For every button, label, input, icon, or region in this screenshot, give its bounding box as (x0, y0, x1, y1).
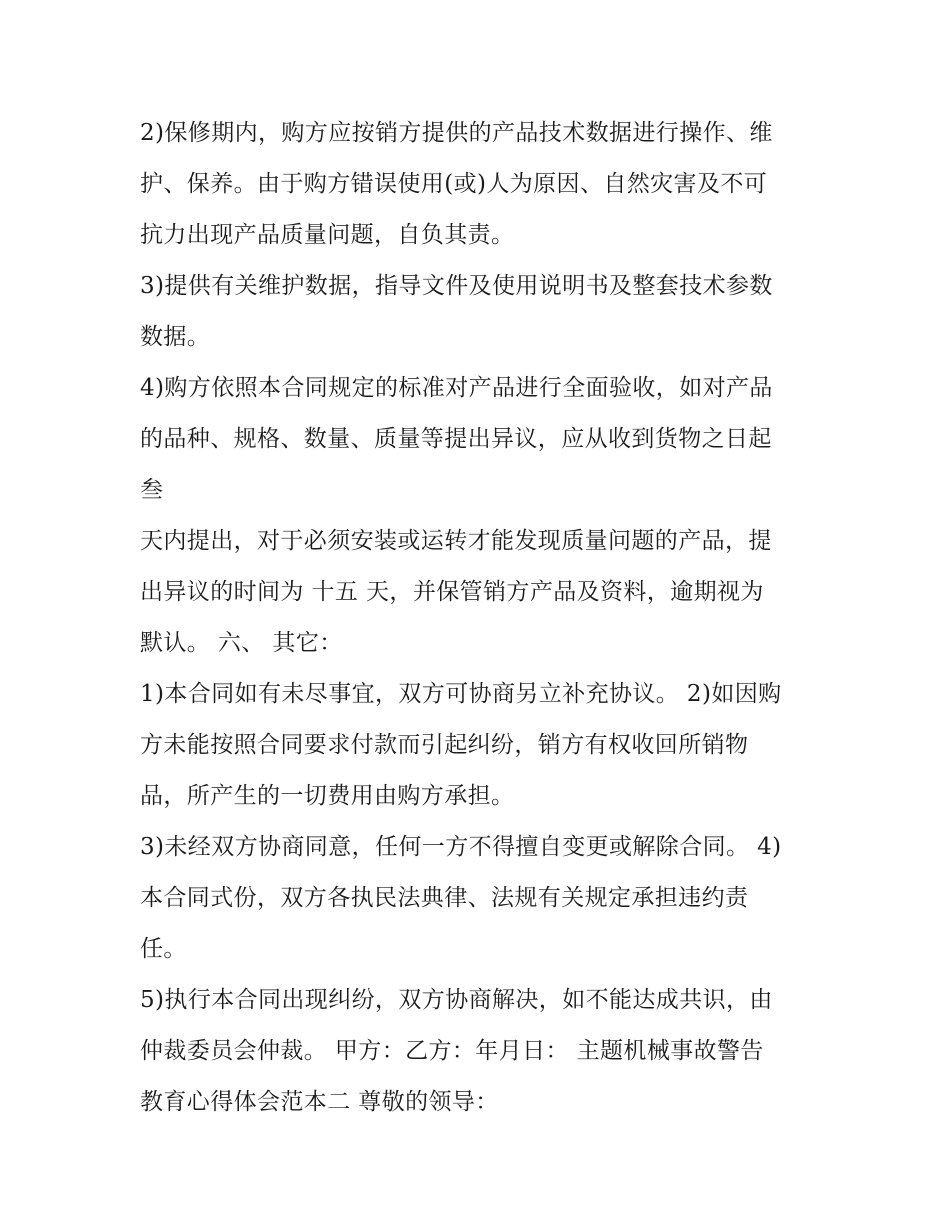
text-line: 本合同式份，双方各执民法典律、法规有关规定承担违约责 (140, 885, 749, 911)
text-line: 3)提供有关维护数据，指导文件及使用说明书及整套技术参数 (140, 273, 773, 299)
text-line: 教育心得体会范本二 尊敬的领导： (140, 1089, 499, 1115)
text-line: 方未能按照合同要求付款而引起纠纷，销方有权收回所销物 (140, 732, 749, 758)
text-line: 品，所产生的一切费用由购方承担。 (140, 783, 515, 809)
text-line: 1)本合同如有未尽事宜，双方可协商另立补充协议。 2)如因购 (140, 681, 782, 707)
text-line: 默认。 六、 其它： (140, 630, 343, 656)
text-line: 护、保养。由于购方错误使用(或)人为原因、自然灾害及不可 (140, 171, 768, 197)
text-line: 任。 (140, 936, 187, 962)
text-line: 仲裁委员会仲裁。 甲方：乙方：年月日： 主题机械事故警告 (140, 1038, 764, 1064)
text-line: 出异议的时间为 十五 天，并保管销方产品及资料，逾期视为 (140, 579, 764, 605)
text-line: 5)执行本合同出现纠纷，双方协商解决，如不能达成共识，由 (140, 987, 773, 1013)
text-line: 叁 (140, 477, 164, 503)
text-line: 4)购方依照本合同规定的标准对产品进行全面验收，如对产品 (140, 375, 773, 401)
text-line: 的品种、规格、数量、质量等提出异议，应从收到货物之日起 (140, 426, 772, 452)
text-line: 2)保修期内，购方应按销方提供的产品技术数据进行操作、维 (140, 120, 773, 146)
text-line: 3)未经双方协商同意，任何一方不得擅自变更或解除合同。 4) (140, 834, 782, 860)
document-body (140, 108, 820, 1128)
text-line: 抗力出现产品质量问题，自负其责。 (140, 222, 515, 248)
text-line: 数据。 (140, 324, 211, 350)
text-line: 天内提出，对于必须安装或运转才能发现质量问题的产品，提 (140, 528, 772, 554)
